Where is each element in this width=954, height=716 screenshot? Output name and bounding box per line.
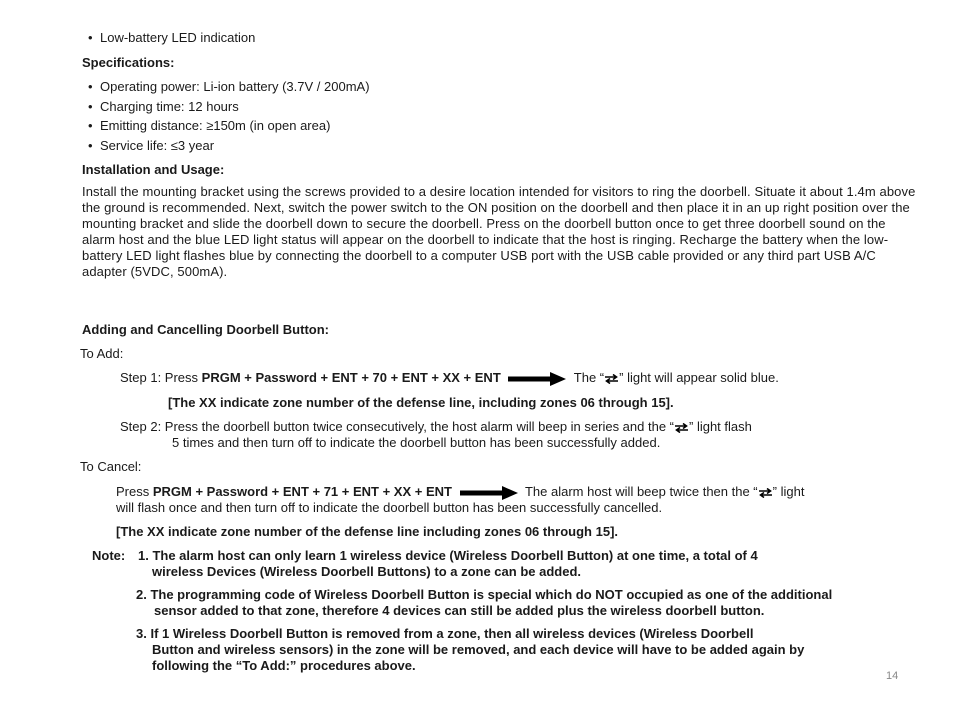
step2-text-post: ” light flash	[689, 419, 752, 434]
cancel-keys: PRGM + Password + ENT + 71 + ENT + XX + ENT	[152, 484, 452, 499]
step1-result-pre: The “	[573, 370, 605, 385]
note-2-line2: sensor added to that zone, therefore 4 devices can still be added plus the wireless doorbell button.	[154, 603, 765, 618]
step2-line	[120, 419, 752, 435]
installation-heading: Installation and Usage:	[82, 162, 225, 177]
step1-result-post: ” light will appear solid blue.	[619, 370, 779, 385]
step1-prefix: Step 1: Press	[120, 370, 202, 385]
step1-line	[120, 370, 779, 386]
note-3-line2: Button and wireless sensors) in the zone will be removed, and each device will have to be added again by	[152, 642, 805, 657]
signal-arrows-icon	[604, 374, 619, 384]
specifications-list	[88, 79, 370, 157]
step2-line2: 5 times and then turn off to indicate the doorbell button has been successfully added.	[172, 435, 661, 450]
list-item: • Service life: ≤3 year	[88, 138, 370, 158]
list-item: • Low-battery LED indication	[88, 30, 255, 50]
list-item: • Operating power: Li-ion battery (3.7V / 200mA)	[88, 79, 370, 99]
adding-heading: Adding and Cancelling Doorbell Button:	[82, 322, 329, 337]
cancel-result-post: ” light	[772, 484, 805, 499]
to-cancel-label: To Cancel:	[80, 459, 142, 474]
installation-paragraph: Install the mounting bracket using the screws provided to a desire location intended for visitors to ring the doorbell. Situate it about 1.4m above the ground is recommended. Next, switch the power switch to the ON position on the doorbell and then place it in an up right position over the mounting bracket and slide the doorbell down to secure the doorbell. Press on the doorbell button once to get three doorbell sound on the alarm host and the blue LED light status will appear on the doorbell to indicate that the host is ringing. Recharge the battery when the low-battery LED light flashes blue by connecting the doorbell to a computer USB port with the USB cable provided or any third part USB A/C adapter (5VDC, 500mA).	[82, 184, 916, 280]
right-arrow-icon	[460, 486, 518, 500]
cancel-line	[116, 484, 804, 500]
cancel-result-pre: The alarm host will beep twice then the “	[524, 484, 758, 499]
note-label: Note:	[92, 548, 126, 563]
note-3-line1: 3. If 1 Wireless Doorbell Button is removed from a zone, then all wireless devices (Wireless Doorbell	[136, 626, 754, 641]
list-item: • Charging time: 12 hours	[88, 99, 370, 119]
specifications-heading: Specifications:	[82, 55, 175, 70]
step1-note: [The XX indicate zone number of the defense line, including zones 06 through 15].	[168, 395, 674, 410]
cancel-line2: will flash once and then turn off to indicate the doorbell button has been successfully cancelled.	[116, 500, 663, 515]
step1-keys: PRGM + Password + ENT + 70 + ENT + XX + ENT	[201, 370, 501, 385]
signal-arrows-icon	[674, 423, 689, 433]
to-add-label: To Add:	[80, 346, 124, 361]
feature-list	[88, 30, 255, 50]
note-3-line3: following the “To Add:” procedures above.	[152, 658, 416, 673]
signal-arrows-icon	[758, 488, 773, 498]
cancel-prefix: Press	[116, 484, 153, 499]
note-1-line2: wireless Devices (Wireless Doorbell Buttons) to a zone can be added.	[152, 564, 581, 579]
note-1-line1: 1. The alarm host can only learn 1 wireless device (Wireless Doorbell Button) at one time, a total of 4	[138, 548, 758, 563]
page-number: 14	[886, 670, 899, 682]
list-item: • Emitting distance: ≥150m (in open area)	[88, 118, 370, 138]
step2-text-pre: Step 2: Press the doorbell button twice consecutively, the host alarm will beep in series and the “	[120, 419, 674, 434]
cancel-note: [The XX indicate zone number of the defense line including zones 06 through 15].	[116, 524, 619, 539]
note-2-line1: 2. The programming code of Wireless Doorbell Button is special which do NOT occupied as one of the additional	[136, 587, 833, 602]
right-arrow-icon	[508, 372, 566, 386]
